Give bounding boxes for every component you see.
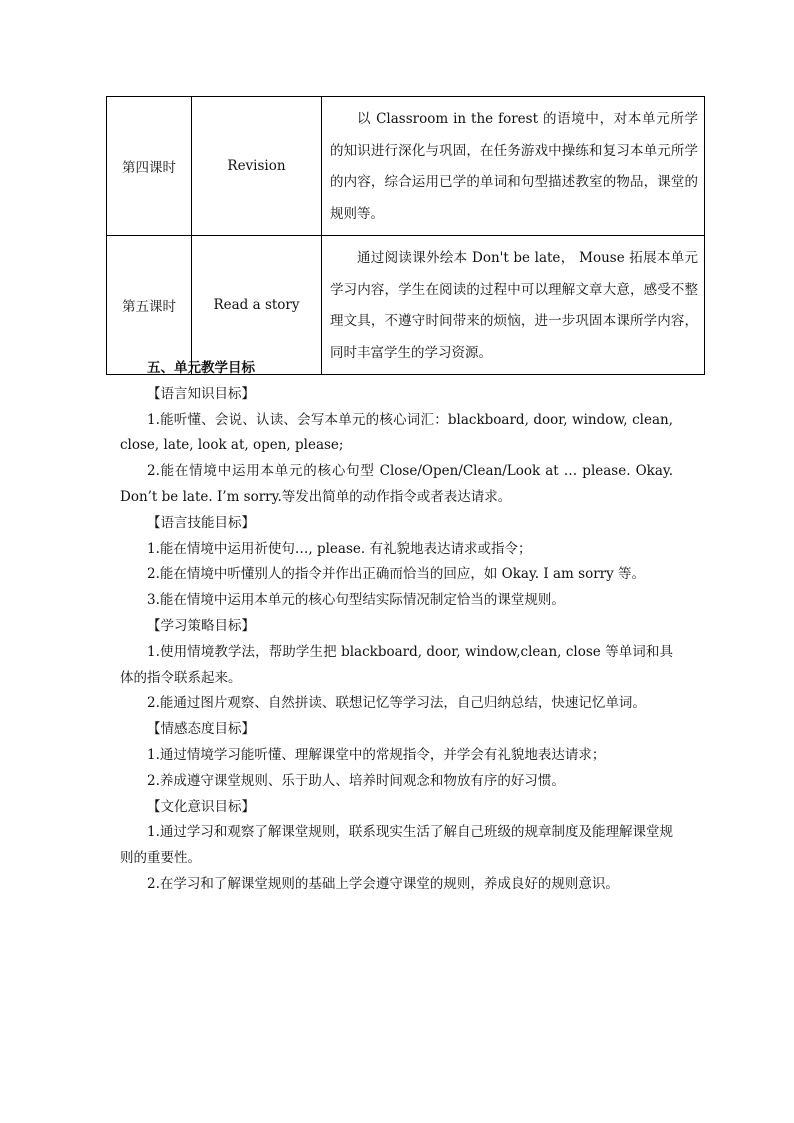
- subsection-title: 【文化意识目标】: [147, 798, 255, 815]
- objective-item: 3.能在情境中运用本单元的核心句型结实际情况制定恰当的课堂规则。: [147, 592, 565, 609]
- lesson-topic-cell: Revision: [192, 97, 322, 236]
- table-row: [107, 236, 705, 375]
- subsection-title: 【学习策略目标】: [147, 617, 255, 634]
- lesson-plan-table: [106, 96, 705, 375]
- subsection-title: 【语言知识目标】: [147, 385, 255, 402]
- table-row: [107, 97, 705, 236]
- section-heading: 五、单元教学目标: [147, 360, 255, 376]
- objective-item: 1.通过情境学习能听懂、理解课堂中的常规指令，并学会有礼貌地表达请求；: [147, 746, 606, 763]
- lesson-name-cell: 第五课时: [107, 236, 192, 375]
- objective-item: 2.能通过图片观察、自然拼读、联想记忆等学习法，自己归纳总结，快速记忆单词。: [147, 695, 646, 712]
- objective-item: 1.能在情境中运用祈使句…, please. 有礼貌地表达请求或指令；: [147, 540, 532, 557]
- objective-item: 1.使用情境教学法，帮助学生把 blackboard, door, window,clean, close 等单词和具体的指令联系起来。: [120, 643, 673, 686]
- lesson-description-cell: 通过阅读课外绘本 Don't be late， Mouse 拓展本单元学习内容，学生在阅读的过程中可以理解文章大意，感受不整理文具，不遵守时间带来的烦恼，进一步巩固本课所学内容，同时丰富学生的学习资源。: [322, 236, 705, 375]
- objective-item: 2.养成遵守课堂规则、乐于助人、培养时间观念和物放有序的好习惯。: [147, 772, 565, 789]
- objective-item: 2.能在情境中运用本单元的核心句型 Close/Open/Clean/Look at … please. Okay. Don’t be late. I’m sorry.等发出简单的动作指令或者表达请求。: [120, 463, 673, 505]
- objective-item: 2.在学习和了解课堂规则的基础上学会遵守课堂的规则，养成良好的规则意识。: [147, 875, 619, 892]
- unit-objectives-section: [120, 356, 673, 898]
- objective-item: 1.通过学习和观察了解课堂规则，联系现实生活了解自己班级的规章制度及能理解课堂规则的重要性。: [120, 824, 673, 867]
- lesson-name-cell: 第四课时: [107, 97, 192, 236]
- objective-item: 2.能在情境中听懂别人的指令并作出正确而恰当的回应，如 Okay. I am sorry 等。: [147, 566, 646, 583]
- lesson-description-cell: 以 Classroom in the forest 的语境中，对本单元所学的知识进行深化与巩固，在任务游戏中操练和复习本单元所学的内容，综合运用已学的单词和句型描述教室的物品，课堂的规则等。: [322, 97, 705, 236]
- lesson-topic-cell: Read a story: [192, 236, 322, 375]
- objective-item: 1.能听懂、会说、认读、会写本单元的核心词汇：blackboard, door, window, clean, close, late, look at, open, please;: [120, 411, 673, 454]
- subsection-title: 【情感态度目标】: [147, 721, 255, 738]
- subsection-title: 【语言技能目标】: [147, 514, 255, 531]
